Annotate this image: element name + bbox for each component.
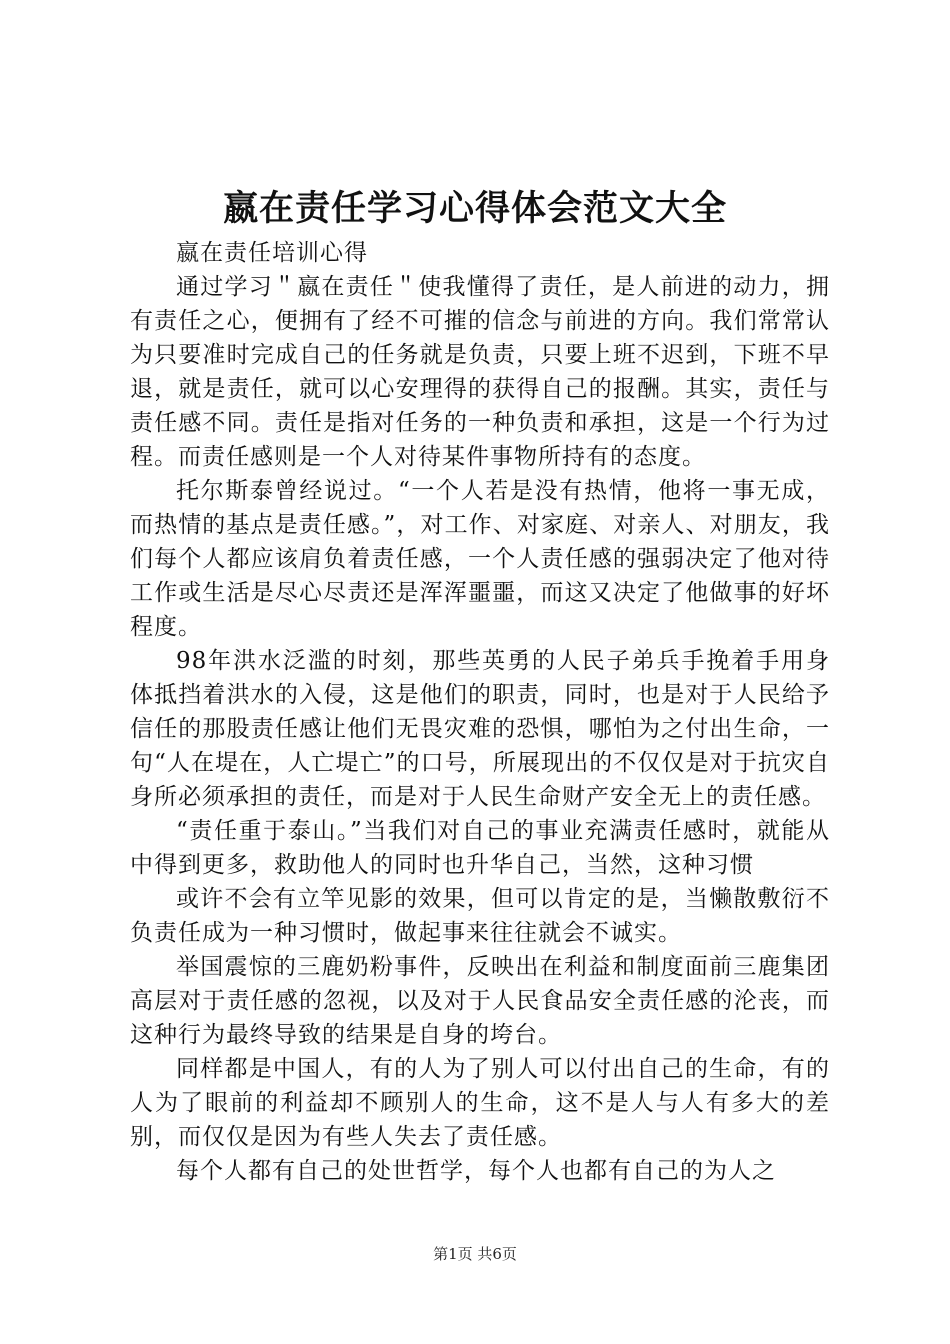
paragraph: 或许不会有立竿见影的效果，但可以肯定的是，当懒散敷衍不负责任成为一种习惯时，做起事来往往就会不诚实。	[130, 886, 830, 946]
paragraph: 每个人都有自己的处世哲学，每个人也都有自己的为人之	[176, 1158, 776, 1184]
document-title: 嬴在责任学习心得体会范文大全	[222, 188, 727, 229]
document-body	[130, 236, 830, 1188]
paragraph: 通过学习＂嬴在责任＂使我懂得了责任，是人前进的动力，拥有责任之心，便拥有了经不可摧的信念与前进的方向。我们常常认为只要准时完成自己的任务就是负责，只要上班不迟到，下班不早退，就是责任，就可以心安理得的获得自己的报酬。其实，责任与责任感不同。责任是指对任务的一种负责和承担，这是一个行为过程。而责任感则是一个人对待某件事物所持有的态度。	[130, 274, 830, 470]
paragraph: “责任重于泰山。”当我们对自己的事业充满责任感时，就能从中得到更多，救助他人的同时也升华自己，当然，这种习惯	[130, 818, 830, 878]
paragraph: 托尔斯泰曾经说过。“一个人若是没有热情，他将一事无成，而热情的基点是责任感。”，对工作、对家庭、对亲人、对朋友，我们每个人都应该肩负着责任感，一个人责任感的强弱决定了他对待工作或生活是尽心尽责还是浑浑噩噩，而这又决定了他做事的好坏程度。	[130, 478, 830, 640]
paragraph-subtitle: 嬴在责任培训心得	[176, 240, 368, 266]
page-footer: 第1页 共6页	[433, 1245, 517, 1263]
paragraph: 98年洪水泛滥的时刻，那些英勇的人民子弟兵手挽着手用身体抵挡着洪水的入侵，这是他们的职责，同时，也是对于人民给予信任的那股责任感让他们无畏灾难的恐惧，哪怕为之付出生命，一句“人在堤在，人亡堤亡”的口号，所展现出的不仅仅是对于抗灾自身所必须承担的责任，而是对于人民生命财产安全无上的责任感。	[130, 648, 830, 810]
paragraph: 举国震惊的三鹿奶粉事件，反映出在利益和制度面前三鹿集团高层对于责任感的忽视，以及对于人民食品安全责任感的沦丧，而这种行为最终导致的结果是自身的垮台。	[130, 954, 830, 1048]
paragraph: 同样都是中国人，有的人为了别人可以付出自己的生命，有的人为了眼前的利益却不顾别人的生命，这不是人与人有多大的差别，而仅仅是因为有些人失去了责任感。	[130, 1056, 830, 1150]
